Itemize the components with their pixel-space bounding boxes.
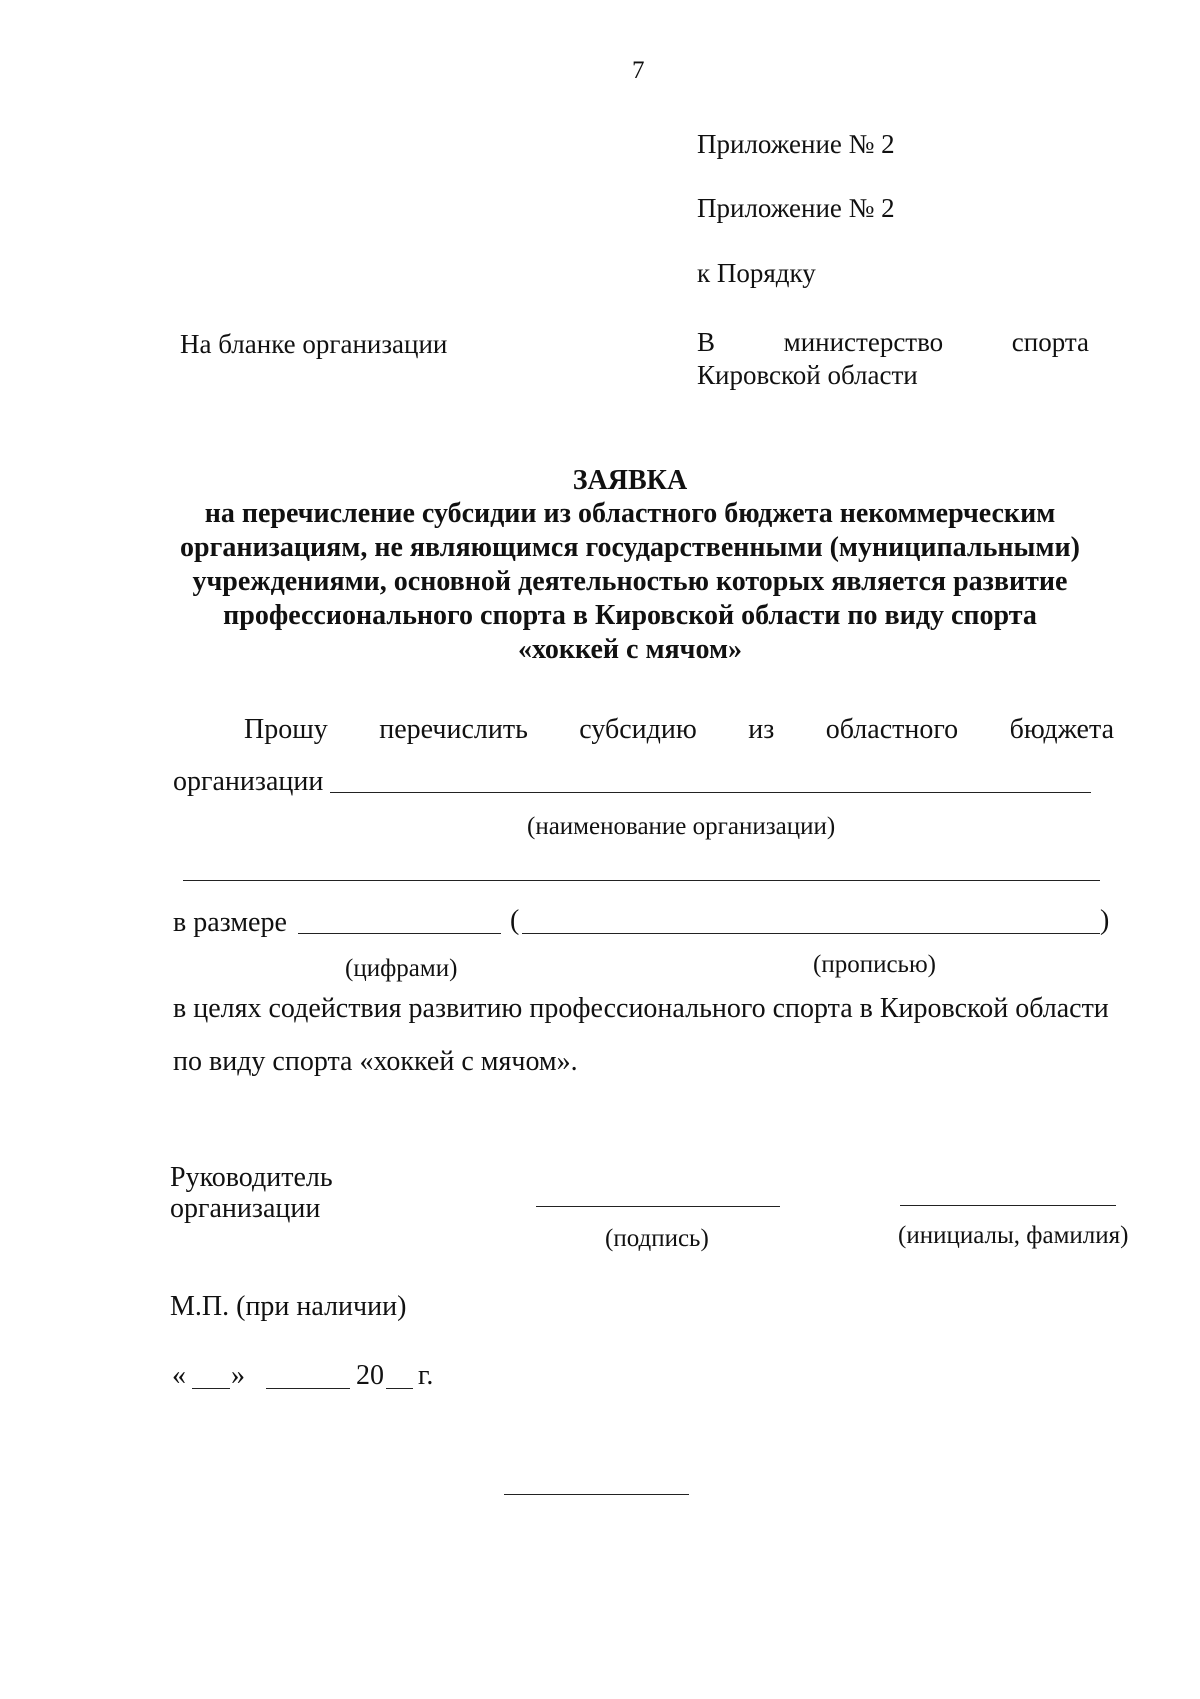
- signature-caption: (подпись): [605, 1225, 709, 1252]
- title-line-5: «хоккей с мячом»: [517, 634, 743, 665]
- head-label-line-2: организации: [170, 1193, 321, 1224]
- date-close-quote: »: [231, 1360, 245, 1391]
- title-line-2: организациям, не являющимся государственными (муниципальными): [180, 532, 1080, 563]
- amount-words-field[interactable]: [522, 933, 1100, 934]
- date-year-prefix: 20: [356, 1360, 384, 1391]
- initials-surname-caption: (инициалы, фамилия): [898, 1222, 1129, 1249]
- order-reference: к Порядку: [697, 258, 816, 288]
- addressee-word-1: В: [697, 327, 716, 357]
- purpose-line-1: в целях содействия развитию профессионального спорта в Кировской области: [173, 993, 1109, 1024]
- addressee-line-2: Кировской области: [697, 360, 918, 390]
- initials-surname-field[interactable]: [900, 1205, 1116, 1206]
- amount-label: в размере: [173, 907, 287, 938]
- request-word: субсидию: [579, 714, 697, 745]
- organization-name-field-continued[interactable]: [183, 880, 1100, 881]
- organization-label: организации: [173, 766, 324, 797]
- signature-field[interactable]: [536, 1206, 780, 1207]
- request-word: из: [748, 714, 775, 745]
- purpose-line-2: по виду спорта «хоккей с мячом».: [173, 1046, 578, 1077]
- request-line: [244, 713, 1114, 747]
- appendix-label-2: Приложение № 2: [697, 193, 895, 223]
- page-number: 7: [632, 57, 645, 84]
- amount-close-paren: ): [1100, 905, 1110, 936]
- appendix-label-1: Приложение № 2: [697, 129, 895, 159]
- amount-words-caption: (прописью): [813, 951, 936, 978]
- title-line-1: на перечисление субсидии из областного бюджета некоммерческим: [204, 498, 1056, 529]
- title-line-4: профессионального спорта в Кировской области по виду спорта: [223, 600, 1037, 631]
- date-year-suffix: г.: [418, 1360, 434, 1391]
- date-month-field[interactable]: [266, 1388, 350, 1389]
- date-day-field[interactable]: [192, 1388, 230, 1389]
- organization-name-caption: (наименование организации): [527, 813, 836, 840]
- date-open-quote: «: [172, 1360, 186, 1391]
- request-word: Прошу: [244, 714, 328, 745]
- addressee-word-2: министерство: [783, 327, 944, 357]
- addressee-word-3: спорта: [1011, 327, 1089, 357]
- head-label-line-1: Руководитель: [170, 1162, 333, 1193]
- request-word: областного: [825, 714, 959, 745]
- date-year-field[interactable]: [386, 1388, 413, 1389]
- document-title: ЗАЯВКА: [572, 465, 688, 496]
- letterhead-note: На бланке организации: [180, 329, 448, 359]
- closing-divider: [504, 1494, 689, 1495]
- amount-digits-field[interactable]: [298, 933, 501, 934]
- addressee-line-1: [697, 326, 1089, 359]
- amount-open-paren: (: [510, 905, 520, 936]
- amount-digits-caption: (цифрами): [345, 955, 458, 982]
- request-word: бюджета: [1009, 714, 1114, 745]
- organization-name-field[interactable]: [330, 792, 1091, 793]
- stamp-note: М.П. (при наличии): [170, 1291, 407, 1322]
- title-line-3: учреждениями, основной деятельностью которых является развитие: [192, 566, 1068, 597]
- request-word: перечислить: [379, 714, 528, 745]
